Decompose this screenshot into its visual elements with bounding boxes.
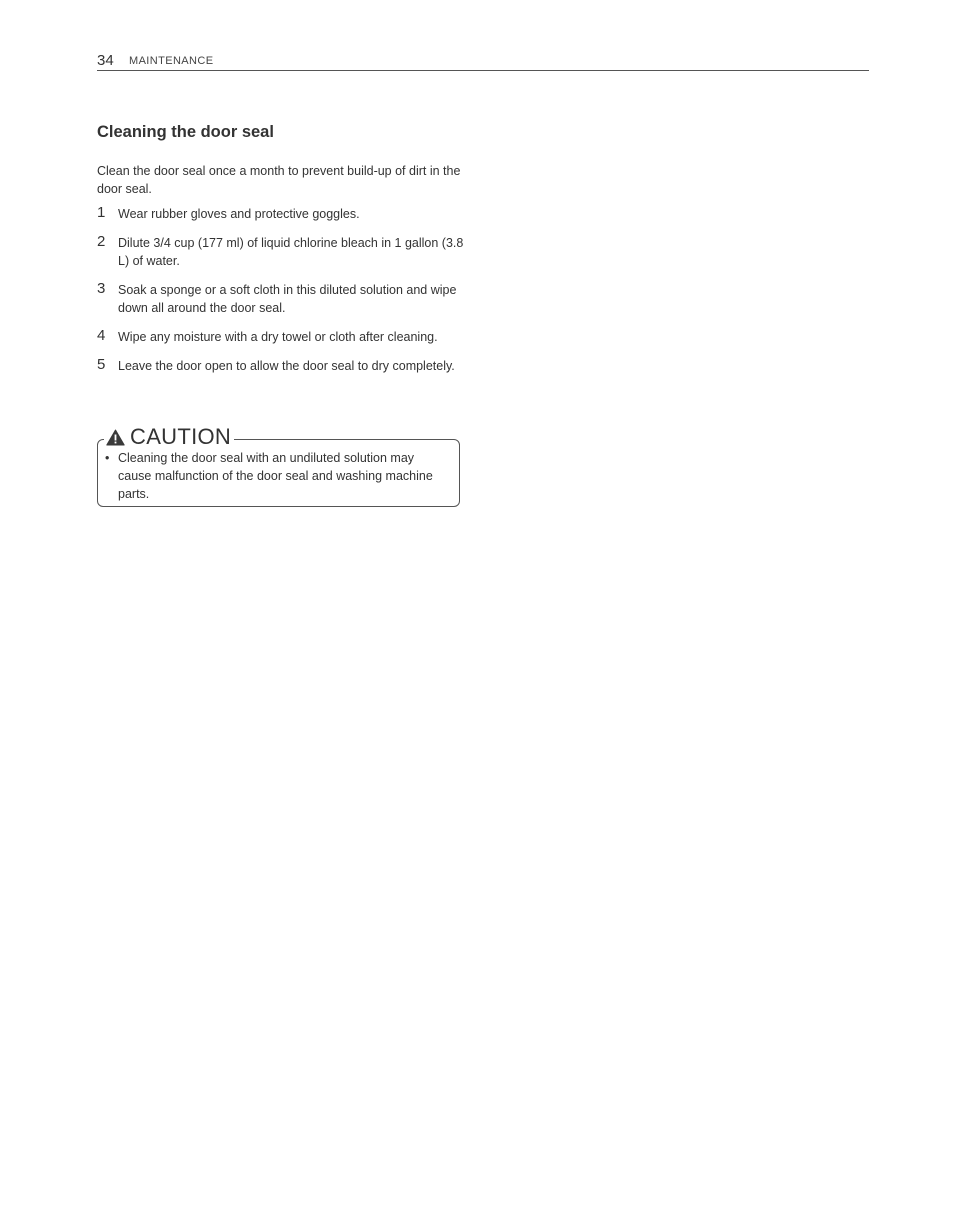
step-number: 2: [97, 233, 106, 250]
step-item: [97, 205, 469, 223]
page-number: 34: [97, 52, 114, 69]
step-number: 4: [97, 327, 106, 344]
section-label: MAINTENANCE: [129, 55, 214, 67]
caution-title: CAUTION: [130, 424, 232, 449]
caution-header: [104, 426, 234, 448]
step-text: Wipe any moisture with a dry towel or cloth after cleaning.: [118, 330, 438, 344]
caution-item: [105, 449, 440, 503]
caution-list: [105, 449, 440, 503]
steps-list: [97, 205, 469, 386]
step-number: 5: [97, 356, 106, 373]
step-text: Wear rubber gloves and protective goggles.: [118, 207, 360, 221]
step-text: Dilute 3/4 cup (177 ml) of liquid chlorine bleach in 1 gallon (3.8 L) of water.: [118, 236, 464, 268]
intro-paragraph: Clean the door seal once a month to prevent build-up of dirt in the door seal.: [97, 164, 461, 196]
caution-box: [97, 424, 460, 507]
step-item: [97, 328, 469, 346]
step-text: Soak a sponge or a soft cloth in this diluted solution and wipe down all around the door seal.: [118, 283, 457, 315]
page-header: [97, 52, 869, 71]
step-number: 3: [97, 280, 106, 297]
step-number: 1: [97, 204, 106, 221]
caution-text: Cleaning the door seal with an undiluted solution may cause malfunction of the door seal and washing machine parts.: [118, 451, 433, 501]
page-title: Cleaning the door seal: [97, 123, 274, 141]
step-item: [97, 357, 469, 375]
step-item: [97, 234, 469, 270]
warning-triangle-icon: [106, 429, 125, 446]
step-item: [97, 281, 469, 317]
step-text: Leave the door open to allow the door seal to dry completely.: [118, 359, 455, 373]
bullet-icon: •: [105, 451, 110, 465]
